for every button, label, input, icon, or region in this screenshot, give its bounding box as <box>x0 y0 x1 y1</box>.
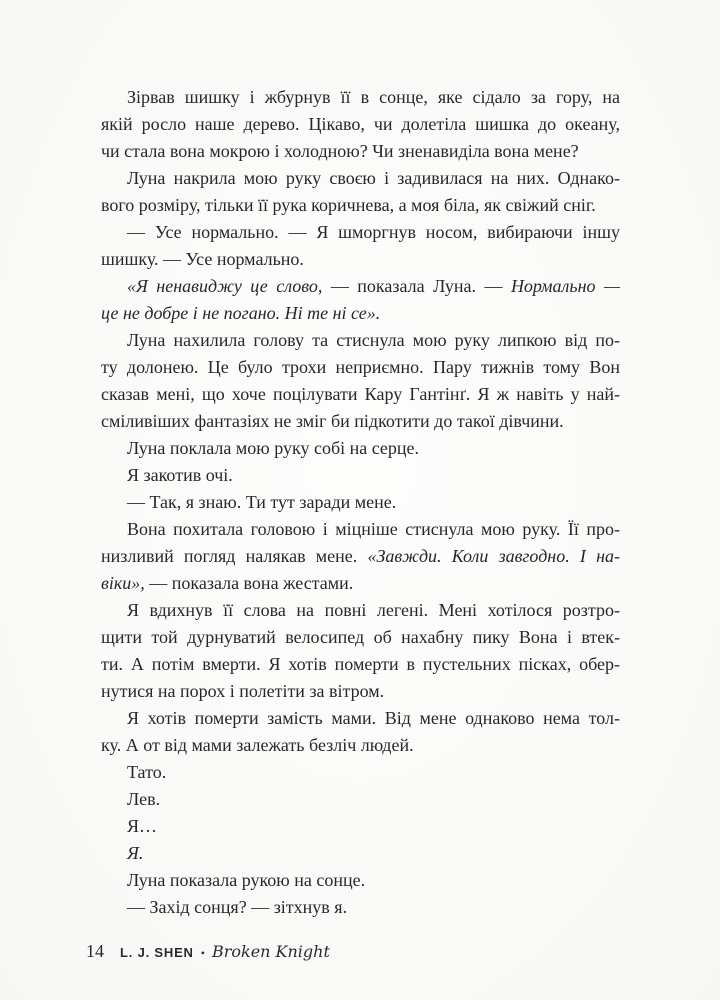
text-segment: ти. А потім вмерти. Я хотів померти в пустельних пісках, обер- <box>101 654 620 674</box>
text-segment: вого розміру, тільки її рука коричнева, а моя біла, як свіжий сніг. <box>101 195 596 215</box>
text-line <box>101 867 620 894</box>
text-line <box>101 516 620 543</box>
text-segment: ту долонею. Це було трохи неприємно. Пару тижнів тому Вон <box>101 357 620 377</box>
page-number: 14 <box>86 941 104 961</box>
text-segment: — Усе нормально. — Я шморгнув носом, вибираючи іншу <box>127 222 620 242</box>
text-segment: Вона похитала головою і міцніше стиснула мою руку. Її про- <box>127 519 620 539</box>
text-line <box>101 759 620 786</box>
text-line <box>101 678 620 705</box>
text-line <box>101 462 620 489</box>
page-text <box>101 84 620 921</box>
text-segment: Луна поклала мою руку собі на серце. <box>127 438 420 458</box>
text-segment: сміливіших фантазіях не зміг би підкотити до такої дівчини. <box>101 411 564 431</box>
text-segment: — Так, я знаю. Ти тут заради мене. <box>127 492 397 512</box>
text-line <box>101 597 620 624</box>
text-line <box>101 381 620 408</box>
footer-separator-icon: • <box>200 946 205 960</box>
text-segment-italic: Нормально — <box>510 276 620 296</box>
text-line <box>101 300 620 327</box>
text-line <box>101 138 620 165</box>
text-segment: Лев. <box>127 789 161 809</box>
text-line <box>101 84 620 111</box>
footer-author: L. J. SHEN <box>120 945 194 960</box>
text-line <box>101 435 620 462</box>
text-line <box>101 732 620 759</box>
text-segment-italic: віки», <box>101 573 150 593</box>
text-segment: чи стала вона мокрою і холодною? Чи зненавиділа вона мене? <box>101 141 579 161</box>
text-line <box>101 246 620 273</box>
text-line <box>101 840 620 867</box>
footer-book-title: Broken Knight <box>211 942 330 961</box>
text-segment: низливий погляд налякав мене. <box>101 546 368 566</box>
text-line <box>101 192 620 219</box>
text-segment-italic: Я. <box>127 843 144 863</box>
text-segment: шишку. — Усе нормально. <box>101 249 304 269</box>
text-line <box>101 786 620 813</box>
text-segment: Луна накрила мою руку своєю і задивилася на них. Однако- <box>127 168 620 188</box>
text-segment: Я закотив очі. <box>127 465 233 485</box>
text-segment-italic: «Я ненавиджу це слово, <box>127 276 331 296</box>
text-line <box>101 327 620 354</box>
text-segment-italic: «Завжди. Коли завгодно. І на- <box>367 546 620 566</box>
text-line <box>101 111 620 138</box>
text-segment: ку. А от від мами залежать безліч людей. <box>101 735 414 755</box>
text-line <box>101 273 620 300</box>
text-segment: Я хотів померти замість мами. Від мене однаково нема тол- <box>127 708 620 728</box>
text-line <box>101 165 620 192</box>
text-line <box>101 408 620 435</box>
text-line <box>101 894 620 921</box>
text-line <box>101 813 620 840</box>
text-segment: щити той дурнуватий велосипед об нахабну пику Вона і втек- <box>101 627 620 647</box>
text-segment: Луна нахилила голову та стиснула мою руку липкою від по- <box>127 330 620 350</box>
text-segment: Тато. <box>127 762 167 782</box>
text-segment: сказав мені, що хоче поцілувати Кару Гантінґ. Я ж навіть у най- <box>101 384 620 404</box>
text-line <box>101 354 620 381</box>
text-line <box>101 219 620 246</box>
text-segment: Я… <box>127 816 158 836</box>
text-line <box>101 489 620 516</box>
text-line <box>101 705 620 732</box>
text-line <box>101 624 620 651</box>
text-segment: нутися на порох і полетіти за вітром. <box>101 681 385 701</box>
text-line <box>101 543 620 570</box>
text-line <box>101 651 620 678</box>
text-line <box>101 570 620 597</box>
text-segment: Я вдихнув її слова на повні легені. Мені хотілося розтро- <box>127 600 620 620</box>
text-segment: — показала Луна. — <box>330 276 511 296</box>
page-footer <box>86 941 330 962</box>
text-segment: — Захід сонця? — зітхнув я. <box>127 897 348 917</box>
text-segment: якій росло наше дерево. Цікаво, чи долетіла шишка до океану, <box>101 114 620 134</box>
text-segment: — показала вона жестами. <box>149 573 354 593</box>
text-segment-italic: це не добре і не погано. Ні те ні се». <box>101 303 381 323</box>
text-segment: Луна показала рукою на сонце. <box>127 870 366 890</box>
text-segment: Зірвав шишку і жбурнув її в сонце, яке сідало за гору, на <box>127 87 620 107</box>
